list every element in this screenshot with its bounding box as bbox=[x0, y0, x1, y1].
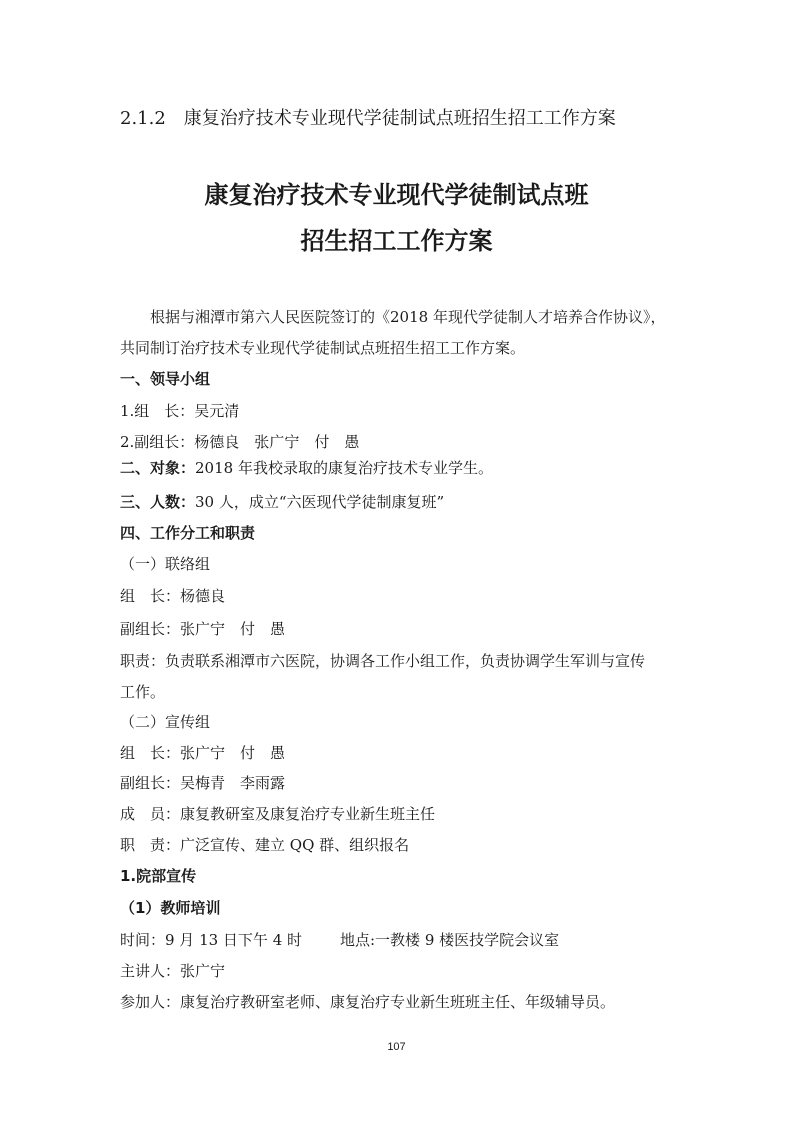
publicity-group-leader: 组 长：张广宁 付 愚 bbox=[120, 744, 286, 762]
intro-paragraph-line-1: 根据与湘潭市第六人民医院签订的《2018 年现代学徒制人才培养合作协议》， bbox=[150, 308, 666, 326]
liaison-group-duty-line-2: 工作。 bbox=[120, 683, 166, 701]
training-speaker: 主讲人：张广宁 bbox=[120, 962, 226, 980]
training-participants: 参加人：康复治疗教研室老师、康复治疗专业新生班班主任、年级辅导员。 bbox=[120, 993, 616, 1011]
count-line bbox=[120, 492, 444, 512]
liaison-group-leader: 组 长：杨德良 bbox=[120, 587, 226, 605]
leadership-heading: 一、领导小组 bbox=[120, 370, 211, 388]
division-heading: 四、工作分工和职责 bbox=[120, 524, 256, 542]
document-title-line-2: 招生招工工作方案 bbox=[300, 227, 493, 255]
document-title-line-1: 康复治疗技术专业现代学徒制试点班 bbox=[204, 181, 589, 209]
campus-publicity-heading: 1.院部宣传 bbox=[120, 867, 197, 885]
leadership-deputy: 2.副组长：杨德良 张广宁 付 愚 bbox=[120, 433, 360, 451]
training-time: 时间：9 月 13 日下午 4 时 bbox=[120, 931, 303, 949]
publicity-group-duty: 职 责：广泛宣传、建立 QQ 群、组织报名 bbox=[120, 836, 410, 854]
liaison-group-deputy: 副组长：张广宁 付 愚 bbox=[120, 620, 286, 638]
target-label: 二、对象： bbox=[120, 459, 196, 477]
count-label: 三、人数： bbox=[120, 493, 196, 511]
liaison-group-title: （一）联络组 bbox=[120, 555, 211, 573]
publicity-group-deputy: 副组长：吴梅青 李雨露 bbox=[120, 774, 286, 792]
page-number: 107 bbox=[387, 1041, 406, 1053]
count-text: 30 人，成立“六医现代学徒制康复班” bbox=[195, 493, 445, 511]
leadership-leader: 1.组 长：吴元清 bbox=[120, 402, 240, 420]
liaison-group-duty-line-1: 职责：负责联系湘潭市六医院，协调各工作小组工作，负责协调学生军训与宣传 bbox=[120, 652, 646, 670]
teacher-training-heading: （1）教师培训 bbox=[120, 899, 221, 917]
publicity-group-members: 成 员：康复教研室及康复治疗专业新生班主任 bbox=[120, 805, 436, 823]
section-heading: 2.1.2 康复治疗技术专业现代学徒制试点班招生招工工作方案 bbox=[120, 108, 616, 129]
target-text: 2018 年我校录取的康复治疗技术专业学生。 bbox=[195, 459, 493, 477]
target-line bbox=[120, 458, 493, 478]
training-place: 地点:一教楼 9 楼医技学院会议室 bbox=[340, 931, 560, 949]
intro-paragraph-line-2: 共同制订治疗技术专业现代学徒制试点班招生招工工作方案。 bbox=[120, 339, 526, 357]
publicity-group-title: （二）宣传组 bbox=[120, 713, 211, 731]
